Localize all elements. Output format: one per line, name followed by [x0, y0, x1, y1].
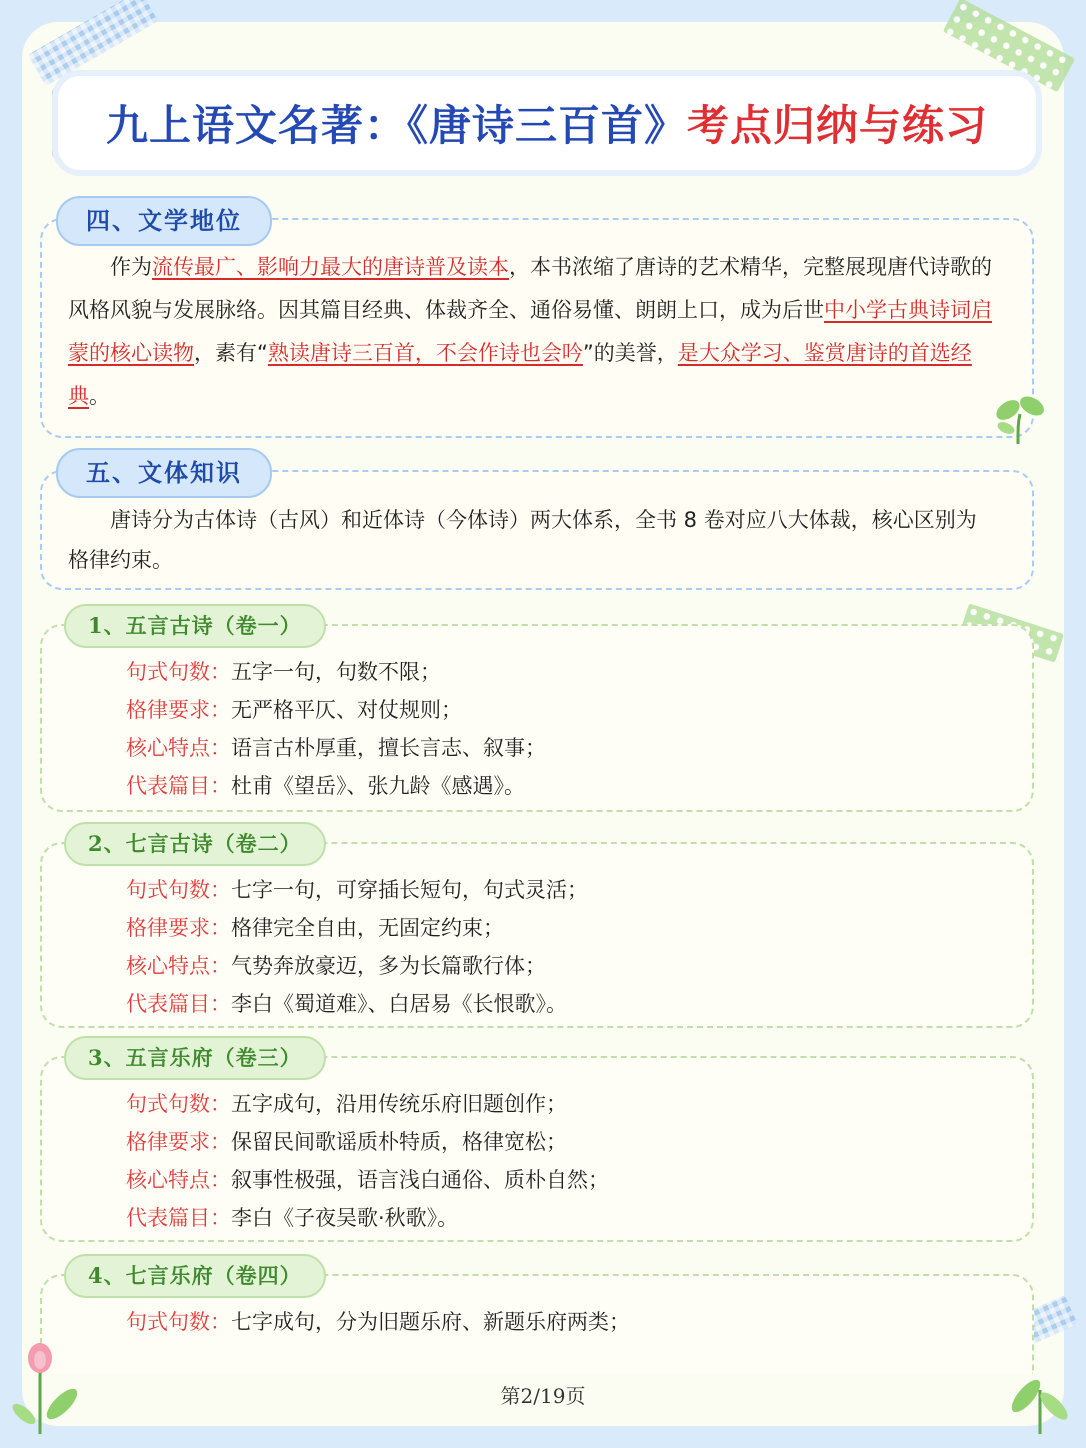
title-card — [58, 76, 1036, 170]
section-genre-knowledge-text: 唐诗分为古体诗（古风）和近体诗（今体诗）两大体系，全书 8 卷对应八大体裁，核心区别为格律约束。 — [68, 508, 977, 572]
page-title-main: 九上语文名著：《唐诗三百首》 — [105, 101, 687, 150]
text-span: ，素有“ — [194, 341, 268, 365]
highlight-2: 中小学古典诗词启蒙的核心读物 — [68, 298, 992, 365]
detail-row — [126, 656, 441, 686]
row-key: 句式句数： — [126, 878, 231, 902]
sprout-icon — [988, 384, 1052, 448]
detail-row — [126, 1164, 609, 1194]
page-title-sub: 考点归纳与练习 — [687, 101, 989, 150]
row-value: 叙事性极强，语言浅白通俗、质朴自然； — [231, 1168, 609, 1192]
subsection-seven-char-yuefu — [40, 1254, 1034, 1374]
row-value: 李白《子夜吴歌·秋歌》。 — [231, 1206, 459, 1230]
row-value: 语言古朴厚重，擅长言志、叙事； — [231, 736, 546, 760]
text-span: 作为 — [110, 255, 152, 279]
subsection-seven-char-ancient — [40, 822, 1034, 1028]
detail-row — [126, 770, 525, 800]
row-key: 句式句数： — [126, 1310, 231, 1334]
row-value: 七字成句，分为旧题乐府、新题乐府两类； — [231, 1310, 630, 1334]
text-span: ，本书浓缩了唐诗的艺术精华，完整展现唐代诗歌的风格风貌与发展脉络。因其篇目经典、体裁齐全、通俗易懂、朗朗上口，成为后世 — [68, 255, 992, 322]
row-key: 代表篇目： — [126, 774, 231, 798]
row-value: 七字一句，可穿插长短句，句式灵活； — [231, 878, 588, 902]
row-value: 保留民间歌谣质朴特质，格律宽松； — [231, 1130, 567, 1154]
row-value: 五字成句，沿用传统乐府旧题创作； — [231, 1092, 567, 1116]
detail-row — [126, 1088, 567, 1118]
row-key: 句式句数： — [126, 660, 231, 684]
detail-row — [126, 912, 504, 942]
row-key: 格律要求： — [126, 698, 231, 722]
row-value: 无严格平仄、对仗规则； — [231, 698, 462, 722]
row-value: 气势奔放豪迈，多为长篇歌行体； — [231, 954, 546, 978]
row-key: 核心特点： — [126, 736, 231, 760]
detail-row — [126, 988, 567, 1018]
detail-row — [126, 1202, 458, 1232]
page-number: 第2/19页 — [500, 1384, 586, 1408]
detail-row — [126, 1126, 567, 1156]
subsection-five-char-ancient — [40, 604, 1034, 812]
highlight-1: 流传最广、影响力最大的唐诗普及读本 — [152, 255, 509, 279]
row-value: 李白《蜀道难》、白居易《长恨歌》。 — [231, 992, 567, 1016]
text-span: 。 — [89, 384, 110, 408]
subsection-label: 2、七言古诗（卷二） — [64, 822, 326, 866]
text-span: ”的美誉， — [582, 341, 678, 365]
row-key: 核心特点： — [126, 1168, 231, 1192]
row-key: 代表篇目： — [126, 1206, 231, 1230]
subsection-label: 4、七言乐府（卷四） — [64, 1254, 326, 1298]
section-literary-status — [40, 196, 1034, 438]
row-key: 格律要求： — [126, 1130, 231, 1154]
page-title — [106, 93, 988, 153]
detail-row — [126, 694, 462, 724]
detail-row — [126, 950, 546, 980]
highlight-4: 是大众学习、鉴赏唐诗的首选经典 — [68, 341, 972, 408]
subsection-five-char-yuefu — [40, 1036, 1034, 1242]
section-literary-status-text — [68, 246, 994, 418]
section-genre-knowledge — [40, 448, 1034, 590]
detail-row — [126, 874, 588, 904]
row-value: 杜甫《望岳》、张九龄《感遇》。 — [231, 774, 525, 798]
section-genre-knowledge-label: 五、文体知识 — [56, 448, 272, 498]
highlight-3: 熟读唐诗三百首，不会作诗也会吟 — [267, 341, 583, 365]
subsection-label: 3、五言乐府（卷三） — [64, 1036, 326, 1080]
detail-row — [126, 732, 546, 762]
row-value: 格律完全自由，无固定约束； — [231, 916, 504, 940]
detail-row — [126, 1306, 630, 1336]
row-value: 五字一句，句数不限； — [231, 660, 441, 684]
row-key: 代表篇目： — [126, 992, 231, 1016]
section-literary-status-label: 四、文学地位 — [56, 196, 272, 246]
row-key: 句式句数： — [126, 1092, 231, 1116]
subsection-label: 1、五言古诗（卷一） — [64, 604, 326, 648]
row-key: 格律要求： — [126, 916, 231, 940]
row-key: 核心特点： — [126, 954, 231, 978]
